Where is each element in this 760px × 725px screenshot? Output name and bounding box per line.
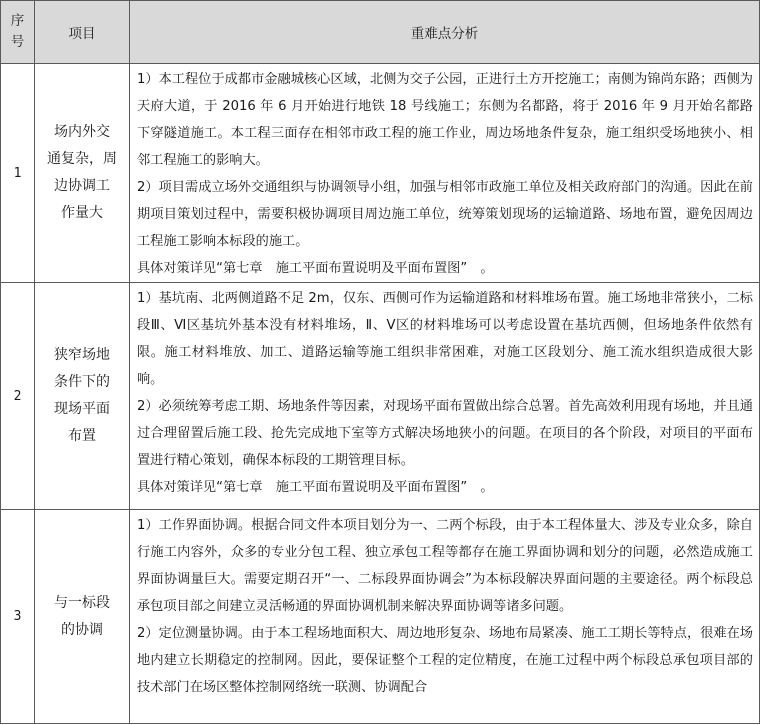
row-item-line: 作量大 <box>61 205 103 221</box>
row-item-line: 边协调工 <box>54 178 110 194</box>
table-row <box>1 64 760 283</box>
analysis-clip <box>137 512 753 723</box>
analysis-reference: 具体对策详见“第七章 施工平面布置说明及平面布置图” 。 <box>137 261 494 276</box>
row-item-line: 与一标段 <box>54 594 110 611</box>
row-item-line: 的协调 <box>61 621 103 638</box>
analysis-paragraph: 2）项目需成立场外交通组织与协调领导小组，加强与相邻市政施工单位及相关政府部门的沟通。因此在前期项目策划过程中，需要积极协调项目周边施工单位，统筹策划现场的运输道路、场地布置，避免因周边工程施工影响本标段的施工。 <box>137 180 753 249</box>
analysis-paragraph: 1）本工程位于成都市金融城核心区域，北侧为交子公园，正进行土方开挖施工；南侧为锦尚东路；西侧为天府大道，于 2016 年 6 月开始进行地铁 18 号线施工；东侧为名都路，将于 2016 年 9 月开始名都路下穿隧道施工。本工程三面存在相邻市政工程的施工作业，周边场地条件复杂，施工组织受场地狭小、相邻工程施工的影响大。 <box>137 72 753 168</box>
row-seq: 2 <box>1 283 35 510</box>
analysis-paragraph: 2）必须统筹考虑工期、场地条件等因素，对现场平面布置做出综合总署。首先高效利用现有场地，并且通过合理留置后施工段、抢先完成地下室等方式解决场地狭小的问题。在项目的各个阶段，对项目的平面布置进行精心策划，确保本标段的工期管理目标。 <box>137 399 753 468</box>
analysis-paragraph: 1）工作界面协调。根据合同文件本项目划分为一、二两个标段，由于本工程体量大、涉及专业众多，除自行施工内容外，众多的专业分包工程、独立承包工程等都存在施工界面协调和划分的问题，必然造成施工界面协调量巨大。需要定期召开“一、二标段界面协调会”为本标段解决界面问题的主要途径。两个标段总承包项目部之间建立灵活畅通的界面协调机制来解决界面协调等诸多问题。 <box>137 518 753 614</box>
table-row <box>1 283 760 510</box>
row-item-line: 狭窄场地 <box>54 347 110 363</box>
row-item-line: 条件下的 <box>54 374 110 390</box>
row-item-line: 现场平面 <box>54 401 110 417</box>
row-analysis <box>130 64 760 283</box>
row-analysis <box>130 283 760 510</box>
analysis-reference: 具体对策详见“第七章 施工平面布置说明及平面布置图” 。 <box>137 480 494 495</box>
row-item-line: 通复杂，周 <box>47 151 117 167</box>
header-item: 项目 <box>35 1 130 64</box>
header-seq-line2: 号 <box>10 34 25 50</box>
row-item <box>35 64 130 283</box>
row-item <box>35 510 130 724</box>
header-seq <box>1 1 35 64</box>
header-analysis: 重难点分析 <box>130 1 760 64</box>
header-row <box>1 1 760 64</box>
table-row <box>1 510 760 724</box>
row-item <box>35 283 130 510</box>
row-seq: 3 <box>1 510 35 724</box>
analysis-paragraph: 1）基坑南、北两侧道路不足 2m，仅东、西侧可作为运输道路和材料堆场布置。施工场地非常狭小，二标段Ⅲ、Ⅵ区基坑外基本没有材料堆场，Ⅱ、Ⅴ区的材料堆场可以考虑设置在基坑西侧，但场地条件依然有限。施工材料堆放、加工、道路运输等施工组织非常困难，对施工区段划分、施工流水组织造成很大影响。 <box>137 291 753 387</box>
row-analysis <box>130 510 760 724</box>
header-seq-line1: 序 <box>10 13 25 29</box>
row-item-line: 场内外交 <box>54 124 110 140</box>
row-item-line: 布置 <box>68 428 96 444</box>
analysis-paragraph: 2）定位测量协调。由于本工程场地面积大、周边地形复杂、场地布局紧凑、施工工期长等特点，很难在场地内建立长期稳定的控制网。因此，要保证整个工程的定位精度，在施工过程中两个标段总承包项目部的技术部门在场区整体控制网络统一联测、协调配合 <box>137 626 753 695</box>
row-seq: 1 <box>1 64 35 283</box>
